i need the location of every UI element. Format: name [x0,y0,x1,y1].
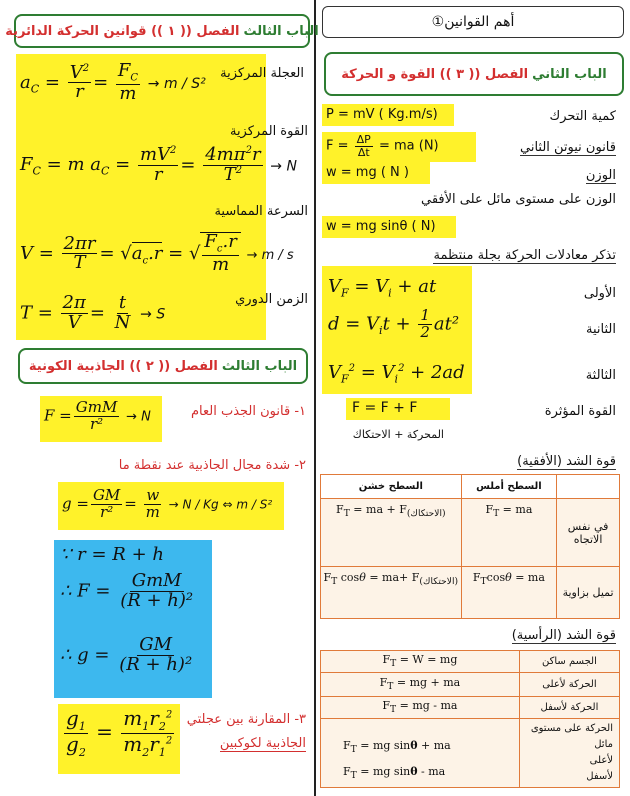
v-incline-labels [519,719,619,788]
gravity-law-label: ١- قانون الجذب العام [190,404,306,419]
first-label: الأولى [583,286,616,301]
v-row3-eq: $F_T$ = mg - ma [321,697,520,719]
incline-down-label: لأسفل [586,771,613,783]
second-label: الثانية [586,322,616,337]
second-eq: $d = V_it$ + $\frac{1}{2}$ at² [328,306,460,341]
header-text: ①أهم القوانين [431,14,515,30]
column-divider [314,0,316,796]
compare-label-1: ٣- المقارنة بين عجلتي [186,712,306,727]
incline-motion-label: الحركة على مستوى مائل [530,723,613,751]
tension-h-table [320,474,620,619]
banner-part: الباب الثالث [221,358,298,374]
third-label: الثالثة [585,368,616,383]
newton2-eq [326,134,439,158]
incline-up-label: لأعلى [589,755,613,767]
tension-h-label: قوة الشد (الأفقية) [517,454,616,469]
compare-eq: $\frac{g_1}{g_2}$ = $\frac{m_1r_2^2}{m_2r_1^2}$ [66,706,173,759]
banner-part: الباب الثاني [532,66,607,82]
row2-label: تميل بزاوية [557,567,620,619]
row2-rough: $F_T$ $\cos\theta = ma+ F_{(الاحتكاك)}$ [321,567,462,619]
banner-chapter: الفصل (( ١ )) قوانين الحركة الدائرية [5,23,240,39]
eqs-label: تذكر معادلات الحركة بجلة منتظمة [433,248,616,263]
incline-label: الوزن على مستوى مائل على الأفقي [421,192,616,207]
tension-v-label: قوة الشد (الرأسية) [511,628,616,643]
chapter1-banner [5,14,319,48]
newton2-label: قانون نيوتن الثاني [519,140,616,155]
newton2-num: ΔP [356,133,371,146]
incline-eq: w = mg sinθ ( N) [326,219,436,234]
weight-eq: w = mg ( N ) [326,165,409,180]
centripetal-force-label: القوة المركزية [229,124,308,139]
gravity-law-eq: F = $\frac{\text{GmM}}{\text{r²}}$ → N [44,398,151,433]
newton2-lhs: F = [326,138,349,154]
head-empty [557,475,620,499]
field-eq: g = $\frac{GM}{\text{r²}}$ = $\frac{w}{m}$ → N / Kg ⇔ m / S² [62,486,273,521]
banner-chapter: الفصل (( ٣ )) القوة و الحركة [341,66,529,82]
effective-label: القوة المؤثرة [544,404,616,419]
row1-rough: $F_T$ = ma + $F_{(الاحتكاك)}$ [321,499,462,567]
v-row3-label: الحركة لأسفل [519,697,619,719]
derivation-line2 [60,572,197,611]
period-eq: T = $\frac{2\pi}{V}$ = $\frac{t}{N}$ → S [20,292,166,333]
first-eq: $V_F = V_i$ + at [328,276,437,300]
chapter2-banner [18,348,308,384]
tension-v-table [320,650,620,788]
tangential-speed-eq: V = $\frac{2\pi r}{T}$ = $√a_c.r$ = √ $\frac{F_c.r}{m}$ → m / s [20,231,294,276]
centripetal-force-eq: $F_C = m$ $a_C$ = $\frac{mV^2}{r}$ = $\frac{4m\pi^2r}{T^2}$ → N [20,144,297,185]
third-eq: $V_F^2 = V_i^2 + 2ad$ [328,362,465,386]
field-label: ٢- شدة مجال الجاذبية عند نقطة ما [118,458,306,473]
derivation-line3 [60,636,196,675]
v-incline-eqs: $F_T$ = mg sinθ + ma $F_T$ = mg sinθ - ma [321,719,520,788]
effective-sub: المحركة + الاحتكاك [352,428,444,441]
v-row1-eq: $F_T = W$ = mg [321,651,520,673]
line2-num: GmM [131,570,182,591]
v-row2-label: الحركة لأعلى [519,673,619,697]
newton2-rhs: = ma (N) [378,138,439,154]
v-row2-eq: $F_T$ = mg + ma [321,673,520,697]
effective-eq: F = F + F [352,400,418,416]
line3-lhs: ∴ g = [60,644,110,666]
main-header [322,6,624,38]
momentum-label: كمية التحرك [549,109,616,124]
line2-lhs: ∴ F = [60,580,111,602]
tangential-speed-label: السرعة المماسية [214,204,308,219]
period-label: الزمن الدوري [235,292,308,307]
line3-den: (R + h)² [119,653,193,675]
momentum-eq: P = mV ( Kg.m/s) [326,107,438,122]
row1-smooth: $F_T$ = ma [461,499,557,567]
compare-label-2: الجاذبية لكوكبين [219,736,306,751]
derivation-line1: ∵ r = R + h [60,544,164,565]
v-row1-label: الجسم ساكن [519,651,619,673]
head-smooth: السطح أملس [461,475,557,499]
banner-part: الباب الثالث [243,23,319,39]
row2-smooth: $F_T\cos\theta$ = ma [461,567,557,619]
line2-den: (R + h)² [120,589,194,611]
line3-num: GM [139,634,173,655]
centripetal-acc-label: العجلة المركزية [220,66,304,81]
centripetal-acc-eq: $a_C$ = $\frac{V^2}{r}$ = $\frac{F_C}{m}$ → m / S² [20,60,206,105]
banner-chapter: الفصل (( ٢ )) الجاذبية الكونية [28,358,218,374]
chapter3-banner [324,52,624,96]
newton2-den: Δt [357,145,370,159]
weight-label: الوزن [585,168,616,183]
row1-label: في نفس الاتجاه [557,499,620,567]
head-rough: السطح خشن [321,475,462,499]
